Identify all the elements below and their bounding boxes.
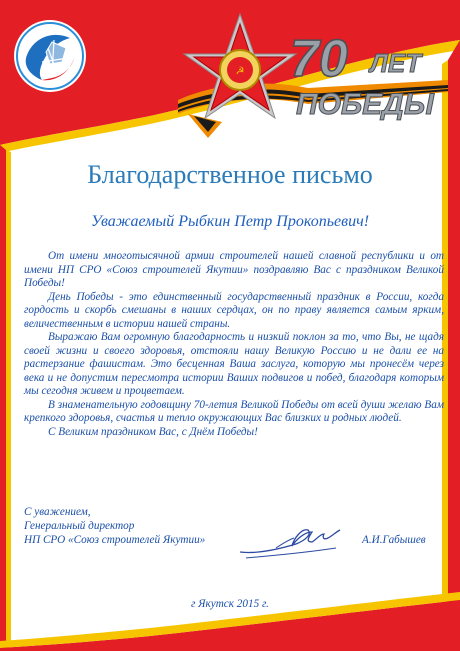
position-line: Генеральный директор (24, 520, 135, 532)
regards-line: С уважением, (24, 506, 91, 518)
closing-wish: С Великим праздником Вас, с Днём Победы! (48, 425, 258, 438)
emblem-word1: ЛЕТ (370, 48, 422, 78)
sro-globe-logo-icon (12, 18, 88, 94)
frame-right-red (448, 40, 460, 651)
emblem-number: 70 (290, 30, 348, 88)
svg-text:☭: ☭ (235, 66, 245, 77)
paragraph: День Победы - это единственный государственный праздник в России, когда гордость и скорбь смешаны в наших сердцах, он по праву является самым ярким, величественным в истории нашей страны. (24, 290, 444, 330)
paragraph: В знаменательную годовщину 70-летия Великой Победы от всей души желаю Вам крепкого здоровья, счастья и тепло окружающих Вас близких и родных людей. (24, 398, 444, 424)
letter-title: Благодарственное письмо (87, 160, 373, 189)
paragraph: От имени многотысячной армии строителей нашей славной республики и от имени НП СРО «Союз строителей Якутии» поздравляю Вас с праздником Великой Победы! (24, 250, 444, 289)
handwritten-signature-icon (236, 518, 346, 562)
letter-greeting: Уважаемый Рыбкин Петр Прокопьевич! (90, 213, 370, 230)
letter-body (24, 250, 444, 439)
organization-line: НП СРО «Союз строителей Якутии» (24, 534, 206, 546)
emblem-word2: ПОБЕДЫ (296, 88, 434, 121)
signer-name: А.И.Габышев (362, 534, 426, 546)
place-date: г Якутск 2015 г. (191, 598, 269, 610)
paragraph: Выражаю Вам огромную благодарность и низкий поклон за то, что Вы, не щадя своей жизни и своего здоровья, отстояли нашу Великую Россию и не дали ее на растерзание фашистам. Это бесценная Ваша заслуга, которую мы пронесём через века и не допустим пересмотра истории Ваших подвигов и побед, благодаря которым мы сегодня живем и процветаем. (24, 331, 444, 397)
victory-70-emblem (178, 10, 448, 140)
